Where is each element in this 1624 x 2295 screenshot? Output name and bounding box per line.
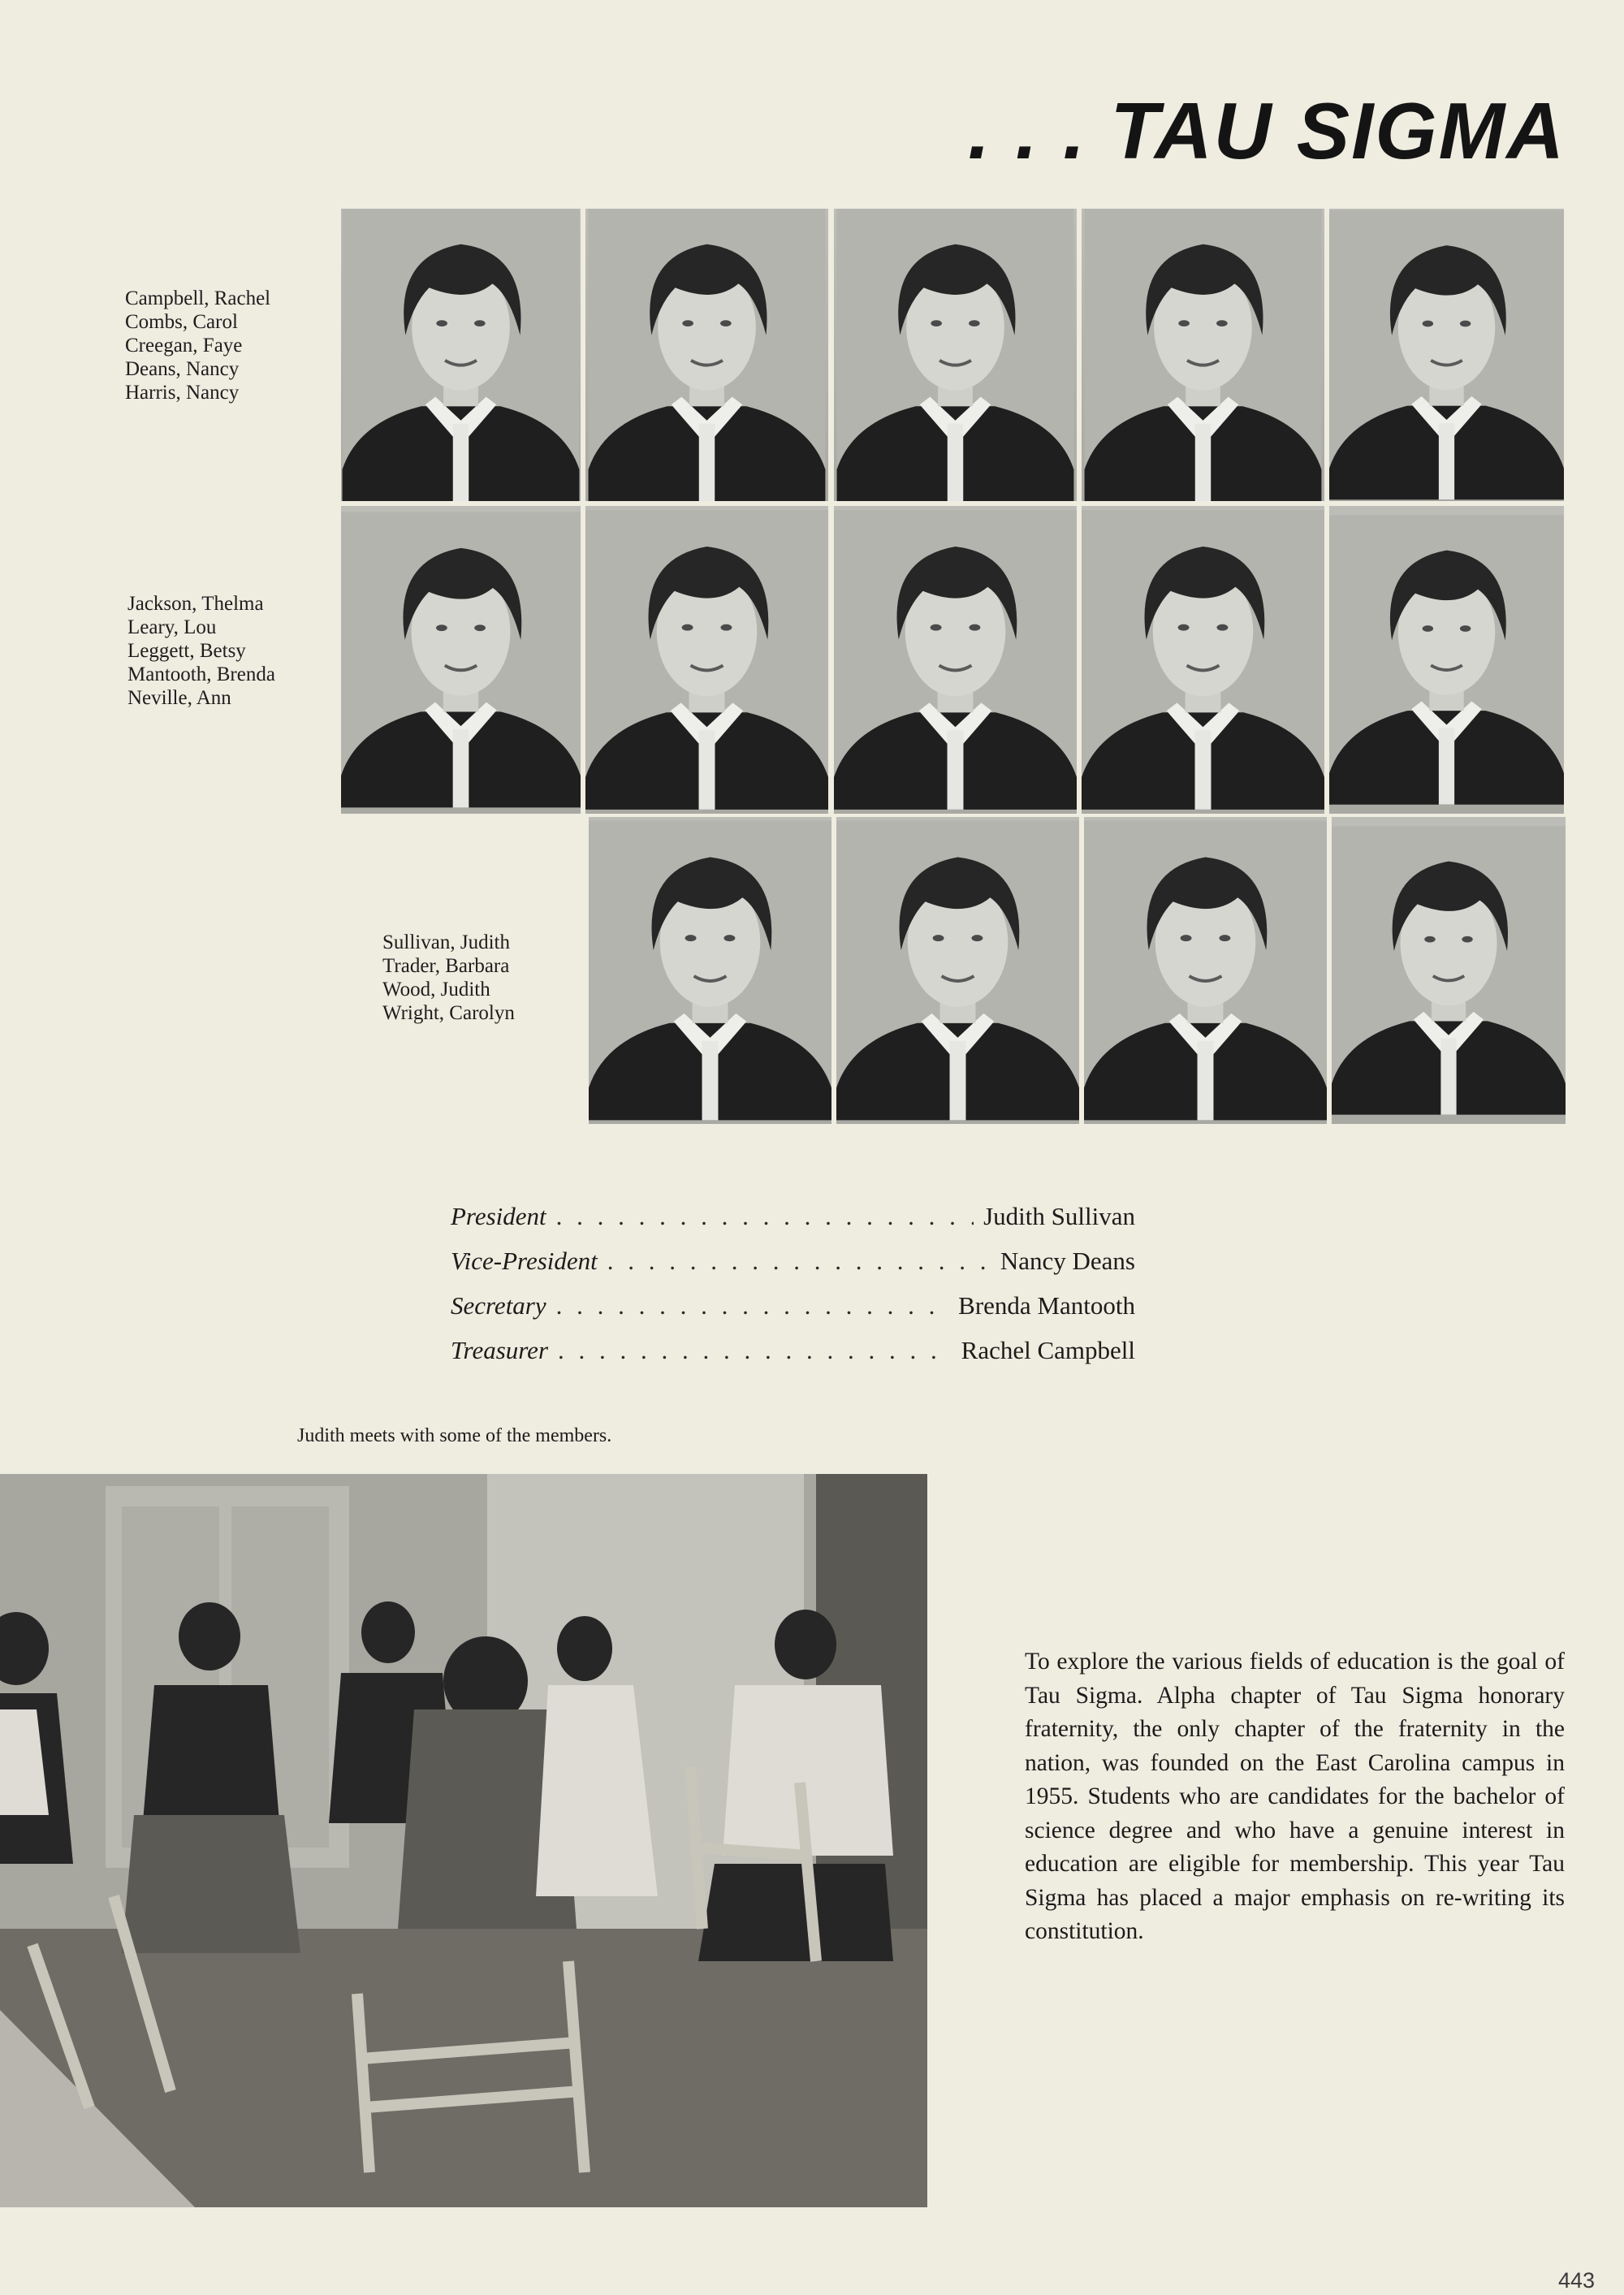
member-portrait [589,817,831,1124]
dot-leader [607,1247,991,1276]
member-portrait [1329,506,1564,814]
page-title: . . . TAU SIGMA [968,86,1566,175]
member-names-row-3 [382,931,515,1025]
officer-name: Nancy Deans [1000,1247,1135,1275]
officer-row [451,1247,1135,1291]
officers-list [451,1202,1135,1381]
member-name: Trader, Barbara [382,955,510,977]
member-portrait [834,506,1077,814]
portrait-image [1082,506,1324,814]
member-name: Neville, Ann [127,687,231,709]
member-name: Leggett, Betsy [127,640,246,662]
portrait-image [834,209,1077,501]
page-number: 443 [1557,2268,1595,2293]
officer-role: Secretary [451,1291,546,1320]
member-portrait [585,209,828,501]
member-portrait [1332,817,1566,1124]
officer-row [451,1336,1135,1381]
portrait-image [341,209,581,501]
portrait-image [341,506,581,814]
portrait-image [1329,209,1564,501]
portrait-image [585,506,828,814]
officer-role: President [451,1202,546,1230]
member-name: Leary, Lou [127,616,217,638]
portrait-image [836,817,1079,1124]
member-portrait [1082,209,1324,501]
dot-leader [556,1202,974,1231]
portrait-image [1332,817,1566,1124]
member-name: Jackson, Thelma [127,593,264,615]
portrait-image [1082,209,1324,501]
member-name: Mantooth, Brenda [127,663,275,685]
member-portrait [1329,209,1564,501]
portrait-image [585,209,828,501]
member-name: Campbell, Rachel [125,287,271,309]
officer-name: Judith Sullivan [983,1202,1135,1230]
dot-leader [556,1291,949,1320]
officer-name: Brenda Mantooth [958,1291,1135,1320]
member-portrait [341,209,581,501]
officer-role: Vice-President [451,1247,598,1275]
member-name: Sullivan, Judith [382,931,510,953]
member-portrait [1082,506,1324,814]
member-portrait [341,506,581,814]
portrait-image [589,817,831,1124]
portrait-image [834,506,1077,814]
member-name: Deans, Nancy [125,358,240,380]
article-text: To explore the various fields of education is the goal of Tau Sigma. Alpha chapter of Tau Sigma honorary fraternity, the only chapter of the fraternity in the nation, was founded on the East Carolina campus in 1955. Students who are candidates for the bachelor of science degree and who have a genuine interest in education are eligible for membership. This year Tau Sigma has placed a major emphasis on re-writing its constitution. [1025,1649,1565,1944]
member-names-row-1 [125,287,270,404]
officer-row [451,1202,1135,1247]
member-name: Wright, Carolyn [382,1002,515,1024]
member-portrait [836,817,1079,1124]
member-portrait [1084,817,1327,1124]
portrait-image [1329,506,1564,814]
dot-leader [558,1336,952,1365]
member-name: Combs, Carol [125,311,238,333]
officer-row [451,1291,1135,1336]
photo-caption: Judith meets with some of the members. [297,1425,612,1446]
member-names-row-2 [127,592,275,710]
member-name: Harris, Nancy [125,382,240,404]
officer-name: Rachel Campbell [961,1336,1135,1364]
member-portrait [834,209,1077,501]
portrait-image [1084,817,1327,1124]
member-name: Creegan, Faye [125,335,243,357]
officer-role: Treasurer [451,1336,549,1364]
group-photo-image [0,1474,927,2207]
member-name: Wood, Judith [382,979,490,1001]
group-photo [0,1474,927,2207]
member-portrait [585,506,828,814]
